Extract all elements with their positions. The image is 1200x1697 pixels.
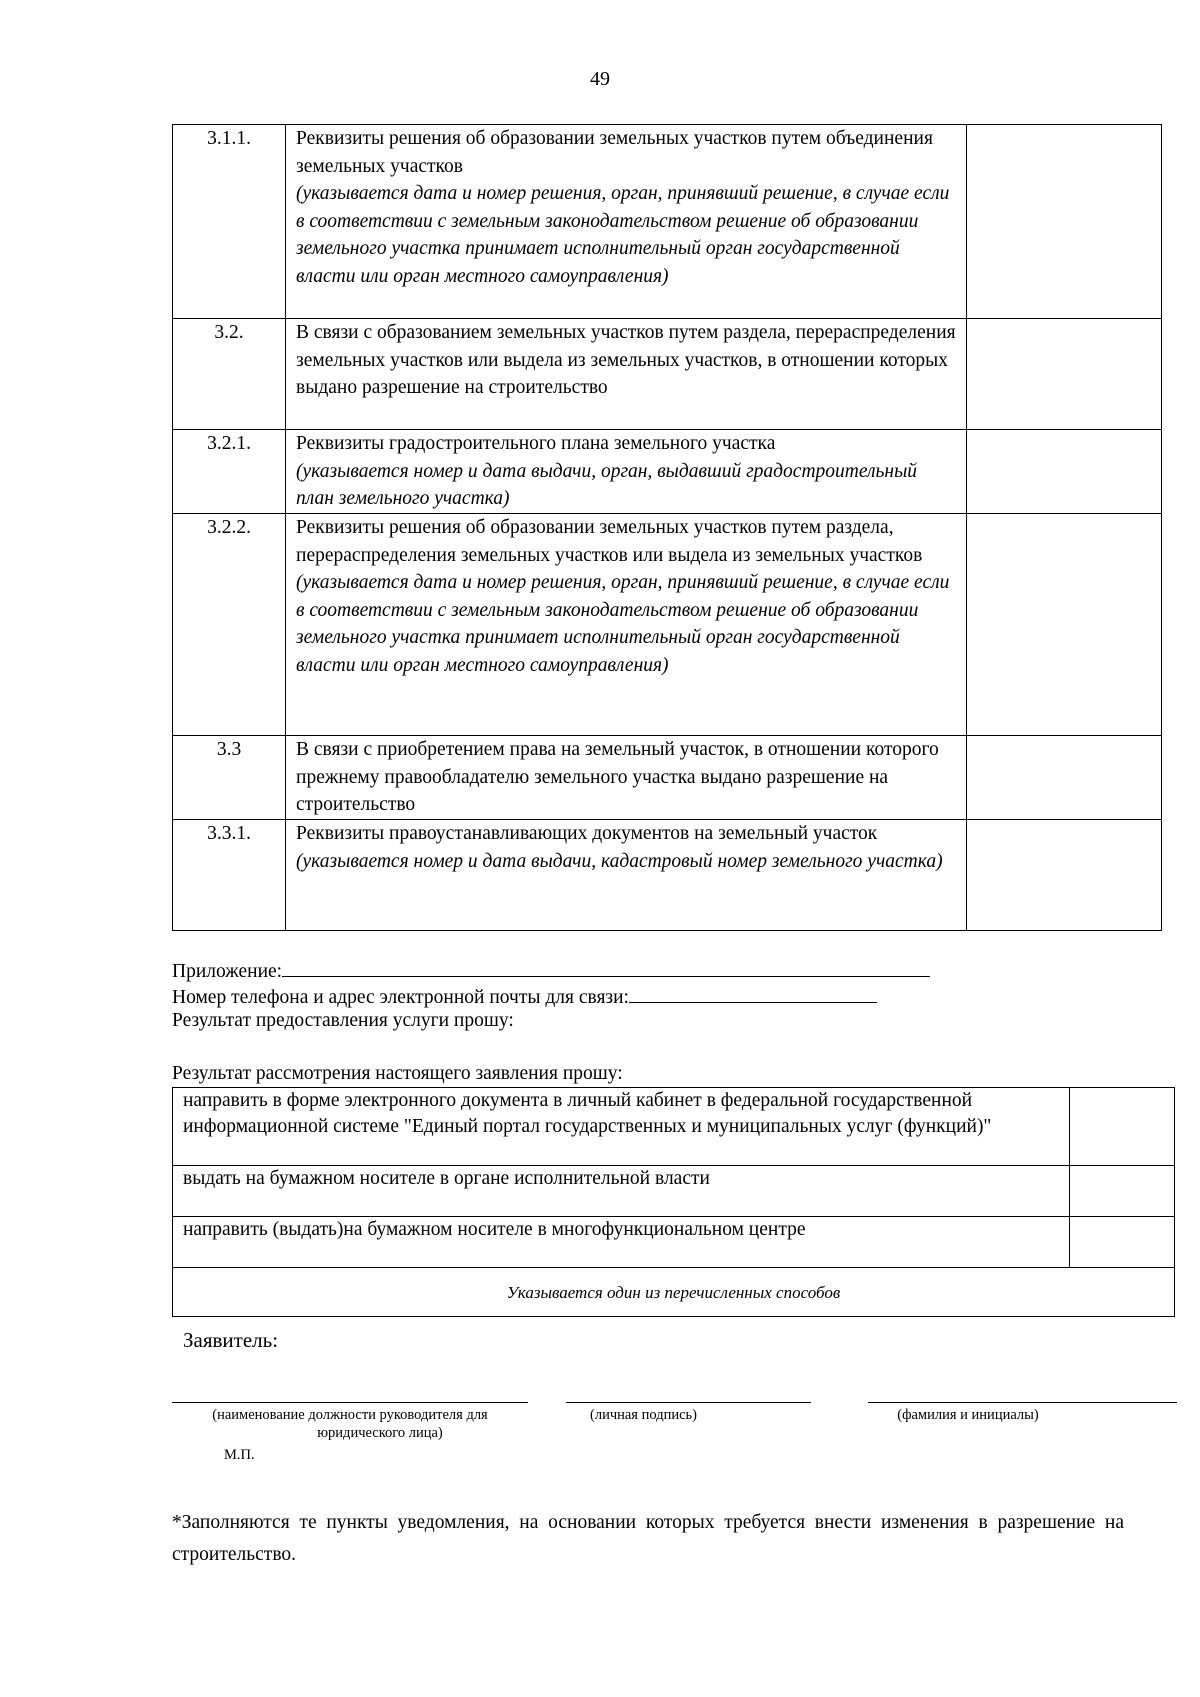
- row-note: (указывается дата и номер решения, орган, принявший решение, в случае если в соответствии с земельным законодательством решение об образовании земельного участка принимает исполнительный орган государственной власти или орган местного самоуправления): [296, 572, 950, 676]
- row-number: 3.2.1.: [173, 430, 286, 514]
- option-text: направить (выдать)на бумажном носителе в многофункциональном центре: [173, 1217, 1070, 1268]
- delivery-options-table: [172, 1087, 1175, 1317]
- row-number: 3.2.: [173, 319, 286, 430]
- review-result-label: Результат рассмотрения настоящего заявления прошу:: [172, 1063, 623, 1084]
- applicant-label: Заявитель:: [183, 1328, 279, 1352]
- table-row: [173, 820, 1162, 931]
- options-note-row: [173, 1268, 1175, 1317]
- row-text: Реквизиты градостроительного плана земельного участка: [296, 433, 776, 454]
- options-note: Указывается один из перечисленных способов: [173, 1268, 1175, 1317]
- row-number: 3.3: [173, 736, 286, 820]
- attachment-line: [172, 956, 930, 985]
- row-note: (указывается дата и номер решения, орган, принявший решение, в случае если в соответствии с земельным законодательством решение об образовании земельного участка принимает исполнительный орган государственной власти или орган местного самоуправления): [296, 183, 950, 287]
- contact-field[interactable]: [629, 982, 877, 1003]
- row-value-cell[interactable]: [966, 319, 1161, 430]
- row-note: (указывается номер и дата выдачи, орган, выдавший градостроительный план земельного участка): [296, 460, 918, 509]
- service-result-label: Результат предоставления услуги прошу:: [172, 1010, 514, 1031]
- row-value-cell[interactable]: [966, 514, 1161, 736]
- attachment-field[interactable]: [282, 956, 930, 977]
- row-text: В связи с приобретением права на земельный участок, в отношении которого прежнему правообладателю земельного участка выдано разрешение на строительство: [296, 739, 939, 815]
- option-row: [173, 1166, 1175, 1217]
- row-text: В связи с образованием земельных участков путем раздела, перераспределения земельных участков или выдела из земельных участков, в отношении которых выдано разрешение на строительство: [296, 322, 956, 398]
- row-note: (указывается номер и дата выдачи, кадастровый номер земельного участка): [296, 850, 943, 872]
- row-number: 3.3.1.: [173, 820, 286, 931]
- option-row: [173, 1088, 1175, 1166]
- attachment-label: Приложение:: [172, 961, 283, 982]
- option-text: направить в форме электронного документа в личный кабинет в федеральной государственной информационной системе "Единый портал государственных и муниципальных услуг (функций)": [173, 1088, 1070, 1166]
- table-row: [173, 319, 1162, 430]
- table-row: [173, 514, 1162, 736]
- row-number: 3.2.2.: [173, 514, 286, 736]
- page-number: 49: [590, 68, 610, 90]
- position-line[interactable]: [172, 1402, 528, 1403]
- footnote: *Заполняются те пункты уведомления, на основании которых требуется внести изменения в разрешение на строительство.: [172, 1512, 1124, 1565]
- table-row: [173, 125, 1162, 319]
- row-text: Реквизиты решения об образовании земельных участков путем раздела, перераспределения земельных участков или выдела из земельных участков: [296, 517, 923, 566]
- changes-table: [172, 124, 1162, 931]
- row-value-cell[interactable]: [966, 736, 1161, 820]
- contact-label: Номер телефона и адрес электронной почты для связи:: [172, 987, 629, 1008]
- contact-line: [172, 982, 877, 1011]
- option-checkbox[interactable]: [1070, 1088, 1175, 1166]
- table-row: [173, 430, 1162, 514]
- row-text: Реквизиты правоустанавливающих документов на земельный участок: [296, 823, 878, 844]
- stamp-label: М.П.: [224, 1447, 255, 1463]
- row-value-cell[interactable]: [966, 125, 1161, 319]
- signature-line[interactable]: [566, 1402, 811, 1403]
- row-number: 3.1.1.: [173, 125, 286, 319]
- name-line[interactable]: [868, 1402, 1177, 1403]
- option-checkbox[interactable]: [1070, 1217, 1175, 1268]
- option-checkbox[interactable]: [1070, 1166, 1175, 1217]
- row-value-cell[interactable]: [966, 430, 1161, 514]
- name-caption: (фамилия и инициалы): [897, 1407, 1039, 1423]
- table-row: [173, 736, 1162, 820]
- option-text: выдать на бумажном носителе в органе исполнительной власти: [173, 1166, 1070, 1217]
- row-value-cell[interactable]: [966, 820, 1161, 931]
- row-text: Реквизиты решения об образовании земельных участков путем объединения земельных участков: [296, 128, 933, 177]
- signature-caption: (личная подпись): [590, 1407, 697, 1423]
- position-caption: (наименование должности руководителя для юридического лица): [212, 1407, 488, 1441]
- option-row: [173, 1217, 1175, 1268]
